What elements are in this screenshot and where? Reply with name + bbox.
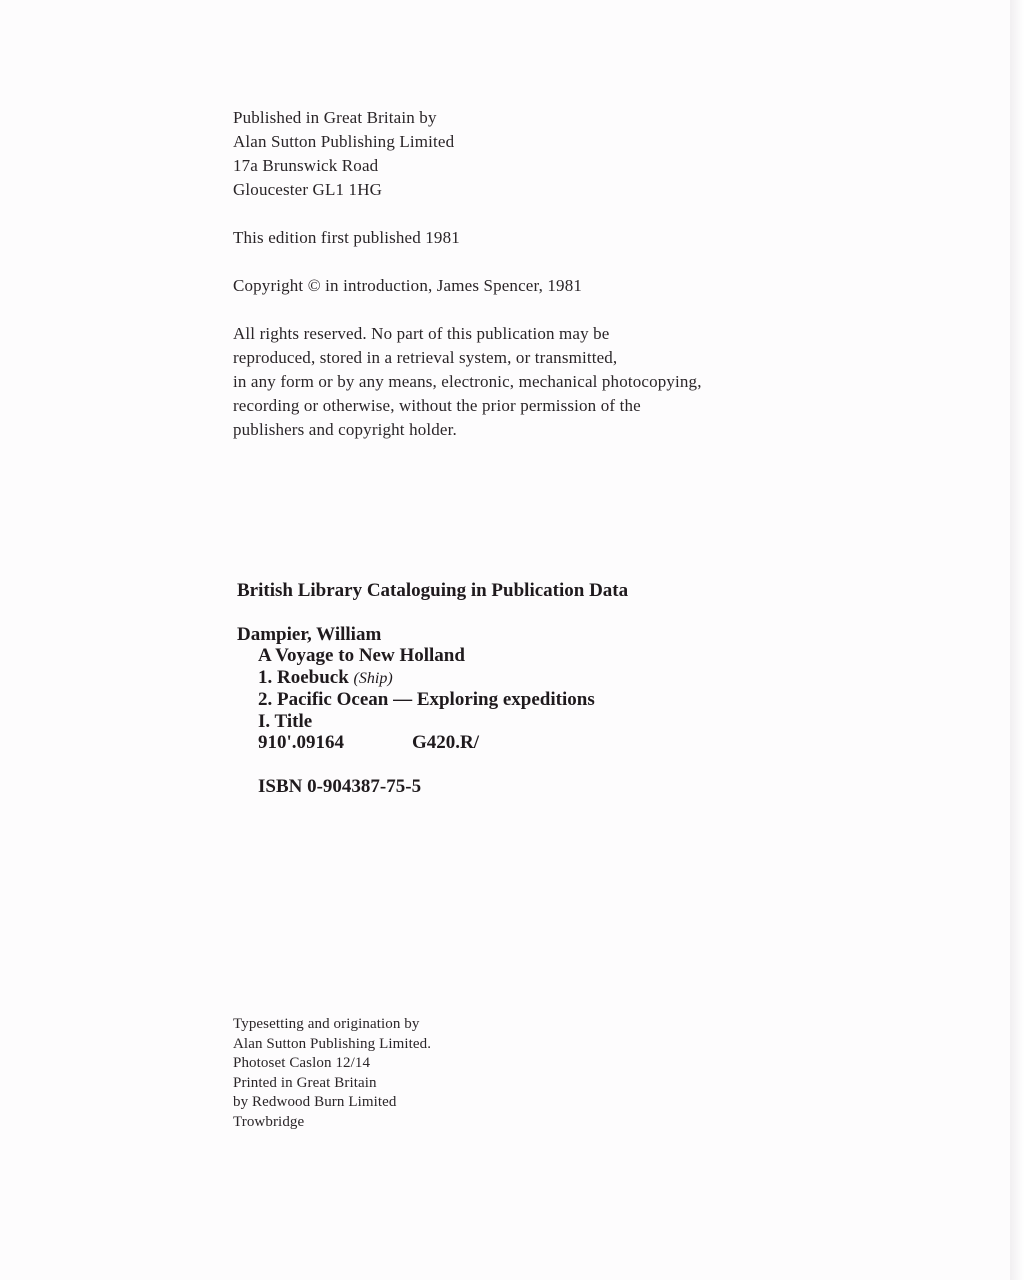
printer-line: Alan Sutton Publishing Limited. — [233, 1035, 432, 1052]
cip-lc-class: G420.R/ — [412, 732, 480, 753]
imprint-block — [233, 106, 702, 442]
printer-line: Typesetting and origination by — [233, 1016, 420, 1032]
publisher-line: Alan Sutton Publishing Limited — [233, 132, 455, 151]
cip-isbn: ISBN 0-904387-75-5 — [258, 775, 422, 797]
printer-line: Printed in Great Britain — [233, 1074, 377, 1091]
printer-line: Photoset Caslon 12/14 — [233, 1055, 371, 1071]
printer-line: Trowbridge — [233, 1113, 305, 1130]
rights-line: in any form or by any means, electronic, mechanical photocopying, — [233, 372, 702, 391]
rights-line: recording or otherwise, without the prior permission of the — [233, 396, 641, 415]
printer-block — [233, 1015, 431, 1132]
cip-title-entry: I. Title — [258, 710, 313, 732]
cip-block — [237, 580, 628, 797]
cip-subject-2: 2. Pacific Ocean — Exploring expeditions — [258, 689, 595, 710]
copyright-statement: Copyright © in introduction, James Spencer, 1981 — [233, 276, 583, 295]
printer-line: by Redwood Burn Limited — [233, 1094, 397, 1110]
rights-line: reproduced, stored in a retrieval system, or transmitted, — [233, 348, 618, 367]
rights-line: publishers and copyright holder. — [233, 420, 457, 439]
cip-title: A Voyage to New Holland — [258, 645, 465, 666]
cip-subject-1-note: (Ship) — [353, 669, 393, 687]
publisher-line: 17a Brunswick Road — [233, 156, 379, 175]
cip-subject-1-text: 1. Roebuck — [258, 666, 349, 688]
rights-line: All rights reserved. No part of this publication may be — [233, 324, 610, 343]
cip-dewey: 910'.09164 — [258, 732, 345, 753]
edition-statement: This edition first published 1981 — [233, 228, 460, 247]
cip-heading: British Library Cataloguing in Publication Data — [237, 580, 629, 601]
page-edge — [1010, 0, 1024, 1280]
cip-subject-1 — [237, 667, 628, 690]
publisher-line: Gloucester GL1 1HG — [233, 180, 383, 199]
cip-author: Dampier, William — [237, 623, 382, 645]
publisher-line: Published in Great Britain by — [233, 108, 437, 127]
cip-classification — [237, 732, 628, 754]
